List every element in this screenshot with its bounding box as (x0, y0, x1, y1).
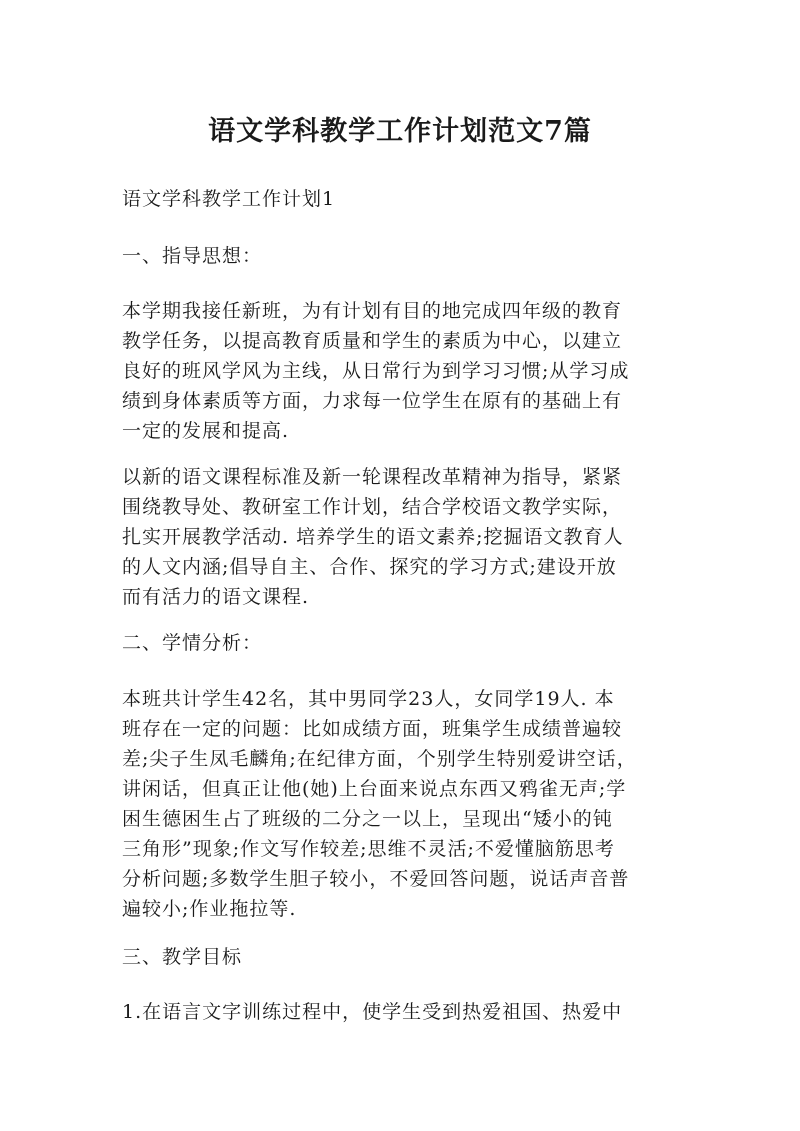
paragraph-line: 差;尖子生凤毛麟角;在纪律方面，个别学生特别爱讲空话， (122, 748, 637, 770)
paragraph-line: 困生德困生占了班级的二分之一以上，呈现出“矮小的钝 (122, 808, 613, 830)
paragraph-line: 三角形”现象;作文写作较差;思维不灵活;不爱懂脑筋思考 (122, 838, 615, 860)
paragraph-3 (122, 684, 682, 924)
paragraph-4 (122, 997, 682, 1027)
paragraph-line: 本班共计学生42名，其中男同学23人，女同学19人. 本 (122, 688, 615, 710)
paragraph-line: 扎实开展教学活动. 培养学生的语文素养;挖掘语文教育人 (122, 526, 624, 548)
paragraph-line: 一定的发展和提高. (122, 420, 290, 442)
section-heading-teaching-goals: 三、教学目标 (122, 946, 243, 968)
document-title: 语文学科教学工作计划范文7篇 (208, 116, 592, 147)
paragraph-line: 围绕教导处、教研室工作计划，结合学校语文教学实际， (122, 496, 623, 518)
paragraph-line: 班存在一定的问题：比如成绩方面，班集学生成绩普遍较 (122, 718, 623, 740)
document-subtitle: 语文学科教学工作计划1 (122, 188, 336, 210)
paragraph-line: 讲闲话，但真正让他(她)上台面来说点东西又鸦雀无声;学 (122, 778, 627, 800)
paragraph-line: 而有活力的语文课程. (122, 586, 310, 608)
paragraph-line: 本学期我接任新班，为有计划有目的地完成四年级的教育 (122, 300, 623, 322)
paragraph-line: 遍较小;作业拖拉等. (122, 898, 297, 920)
paragraph-line: 分析问题;多数学生胆子较小，不爱回答问题，说话声音普 (122, 868, 630, 890)
paragraph-line: 以新的语文课程标准及新一轮课程改革精神为指导，紧紧 (122, 466, 623, 488)
paragraph-line: 教学任务，以提高教育质量和学生的素质为中心，以建立 (122, 330, 623, 352)
paragraph-1 (122, 296, 682, 446)
paragraph-line: 良好的班风学风为主线，从日常行为到学习习惯;从学习成 (122, 360, 630, 382)
section-heading-guiding-ideology: 一、指导思想： (122, 245, 263, 267)
paragraph-line: 1.在语言文字训练过程中，使学生受到热爱祖国、热爱中 (122, 1001, 623, 1023)
paragraph-2 (122, 462, 682, 612)
paragraph-line: 绩到身体素质等方面，力求每一位学生在原有的基础上有 (122, 390, 623, 412)
paragraph-line: 的人文内涵;倡导自主、合作、探究的学习方式;建设开放 (122, 556, 617, 578)
section-heading-student-analysis: 二、学情分析： (122, 632, 263, 654)
